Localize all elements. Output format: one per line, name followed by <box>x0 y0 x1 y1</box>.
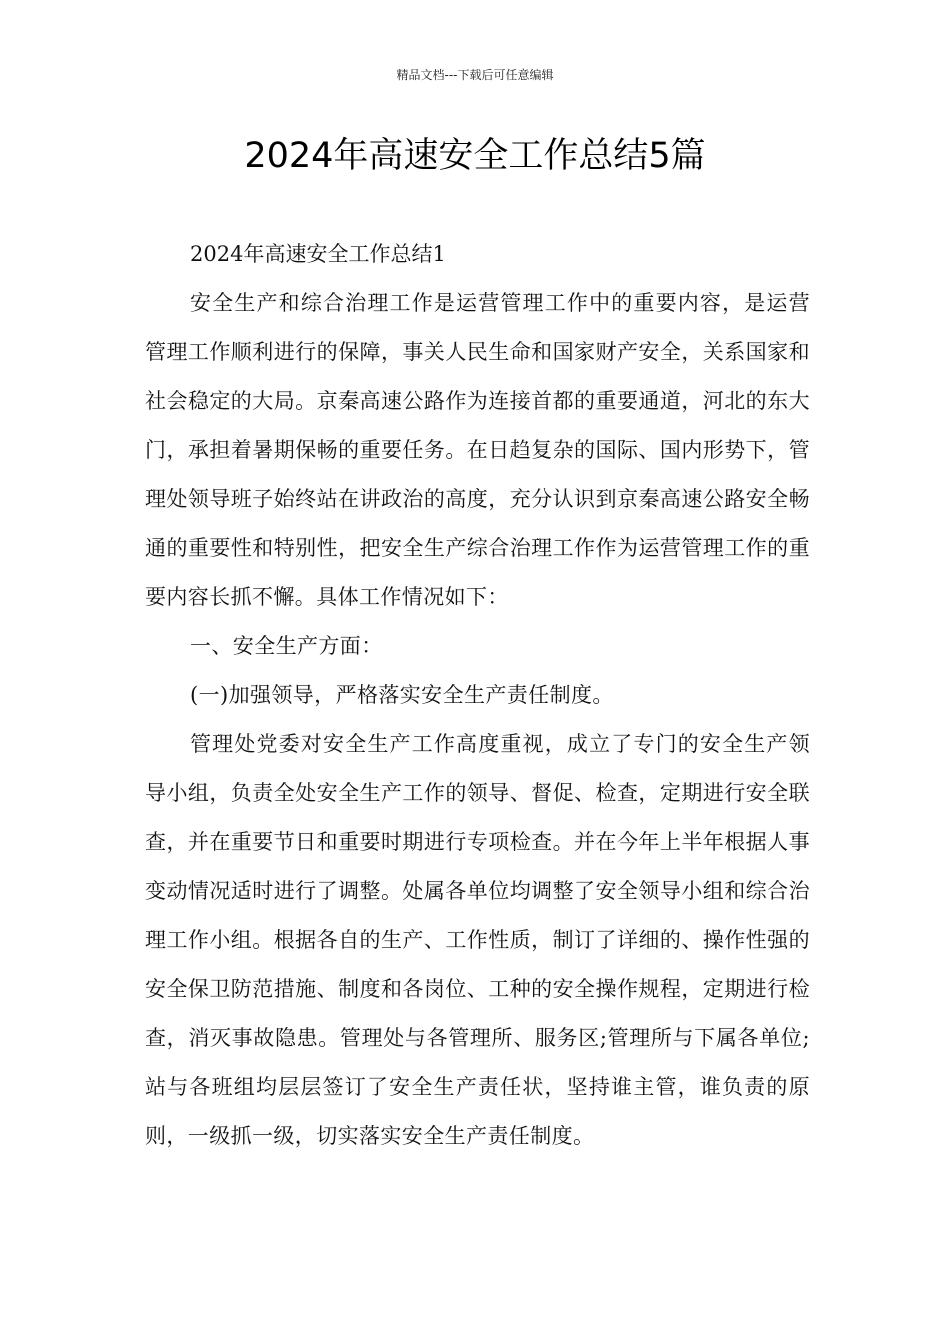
subheading-leadership: (一)加强领导，严格落实安全生产责任制度。 <box>190 683 614 707</box>
body-text <box>145 279 810 1161</box>
paragraph-leadership-details: 管理处党委对安全生产工作高度重视，成立了专门的安全生产领导小组，负责全处安全生产工作的领导、督促、检查，定期进行安全联查，并在重要节日和重要时期进行专项检查。并在今年上半年根据人事变动情况适时进行了调整。处属各单位均调整了安全领导小组和综合治理工作小组。根据各自的生产、工作性质，制订了详细的、操作性强的安全保卫防范措施、制度和各岗位、工种的安全操作规程，定期进行检查，消灭事故隐患。管理处与各管理所、服务区;管理所与下属各单位;站与各班组均层层签订了安全生产责任状，坚持谁主管，谁负责的原则，一级抓一级，切实落实安全生产责任制度。 <box>145 732 810 1148</box>
heading-safety-production: 一、安全生产方面： <box>190 634 383 658</box>
header-note: 精品文档---下载后可任意编辑 <box>396 68 554 82</box>
section-title: 2024年高速安全工作总结1 <box>190 242 446 266</box>
paragraph-intro: 安全生产和综合治理工作是运营管理工作中的重要内容，是运营管理工作顺利进行的保障，事关人民生命和国家财产安全，关系国家和社会稳定的大局。京秦高速公路作为连接首都的重要通道，河北的东大门，承担着暑期保畅的重要任务。在日趋复杂的国际、国内形势下，管理处领导班子始终站在讲政治的高度，充分认识到京秦高速公路安全畅通的重要性和特别性，把安全生产综合治理工作作为运营管理工作的重要内容长抓不懈。具体工作情况如下： <box>145 291 810 609</box>
page-title: 2024年高速安全工作总结5篇 <box>244 136 706 176</box>
